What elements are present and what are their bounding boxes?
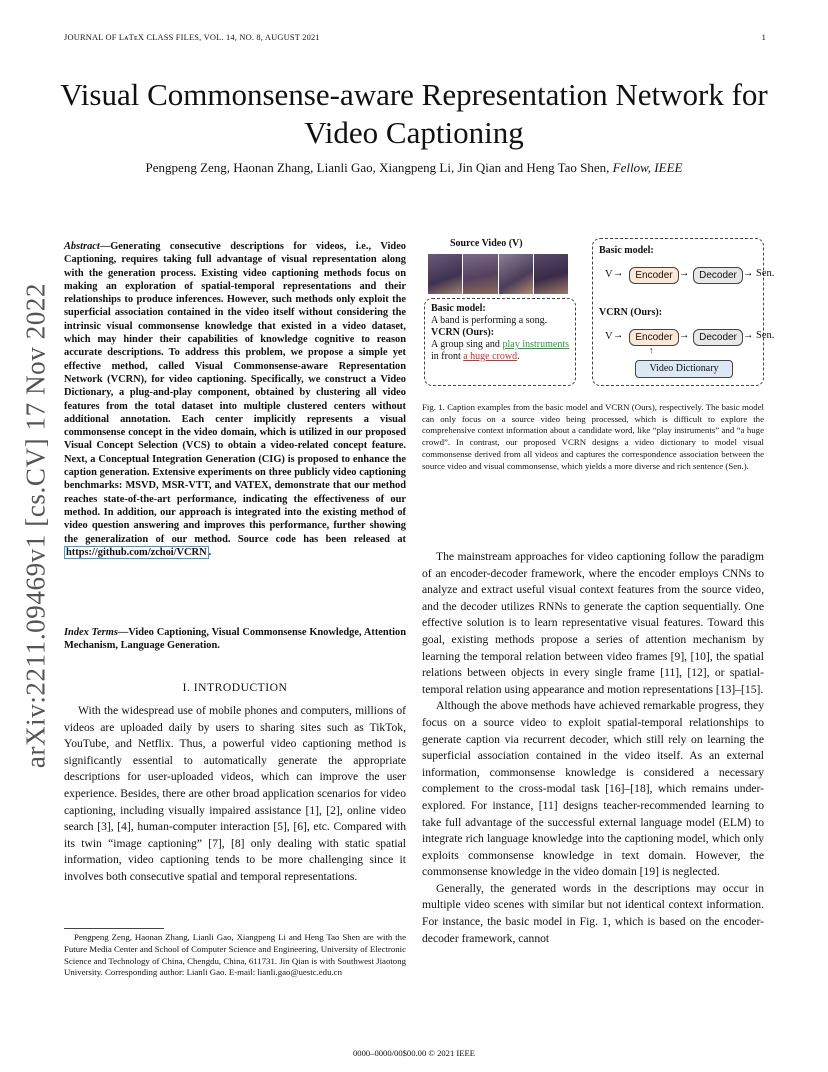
journal-name: JOURNAL OF LᴀTᴇX CLASS FILES, VOL. 14, NO. 8, AUGUST 2021 (64, 33, 320, 42)
basic-caption-label: Basic model: (431, 303, 486, 314)
basic-decoder: Decoder (693, 267, 743, 284)
figure-1 (420, 236, 775, 388)
intro-column (64, 703, 406, 886)
right-paragraph-1: The mainstream approaches for video captioning follow the paradigm of an encoder-decoder framework, where the encoder employs CNNs to analyze and extract useful visual context features from the source video, and the decoder utilizes RNNs to generate the caption sequentially. One effective solution is to learn representative visual features. Toward this goal, existing methods propose a series of attention mechanism by learning the temporal relation between video frames [9], [10], the spatial relations between objects in every single frame [11], [12], or spatial-temporal relation using appearance and motion representations [13]–[15]. (422, 550, 764, 696)
vcrn-caption-red: a huge crowd (463, 351, 518, 362)
footnote-rule (64, 928, 164, 929)
abstract-text: —Generating consecutive descriptions for videos, i.e., Video Captioning, requires taking full advantage of visual representation along with the generation process. Existing video captioning methods focus on making an exploration of spatial-temporal representations and their relationships to produce inferences. However, such methods only exploit the superficial association contained in the video itself without considering the intrinsic visual commonsense knowledge that existed in a video dataset, which may hinder their capabilities of knowledge cognitive to reason accurate descriptions. To address this problem, we propose a simple yet effective method, called Visual Commonsense-aware Representation Network (VCRN), for video captioning. Specifically, we construct a Video Dictionary, a plug-and-play component, obtained by clustering all video features from the total dataset into multiple clustered centers without additional annotation. Each center implicitly represents a visual commonsense concept in the video domain, which is utilized in our proposed Visual Concept Selection (VCS) to obtain a video-related concept feature. Next, a Conceptual Integration Generation (CIG) is proposed to enhance the caption generation. Extensive experiments on three publicly video captioning benchmarks: MSVD, MSR-VTT, and VATEX, demonstrate that our method reaches state-of-the-art performance, indicating the effectiveness of our method. In addition, our approach is integrated into the existing method of video question answering and improves this performance, further showing the generalization of our method. Source code has been released at (64, 241, 406, 545)
vcrn-caption-end: . (517, 351, 520, 362)
vcrn-model-label: VCRN (Ours): (599, 307, 663, 318)
footnote-text: Pengpeng Zeng, Haonan Zhang, Lianli Gao, Xiangpeng Li and Heng Tao Shen are with the Future Media Center and School of Computer Science and Engineering, University of Electronic Science and Technology of China, Chengdu, China, 611731. Jin Qian is with Southwest Jiaotong University. Corresponding author: Lianli Gao. E-mail: lianli.gao@uestc.edu.cn (64, 932, 406, 978)
index-terms-label: Index Terms (64, 627, 118, 638)
basic-sen: Sen. (756, 268, 775, 279)
vcrn-decoder: Decoder (693, 329, 743, 346)
video-frame-3 (499, 254, 533, 294)
arrow-up-icon: ↑ (649, 345, 654, 355)
running-header (64, 33, 766, 42)
vcrn-encoder: Encoder (629, 329, 679, 346)
vcrn-caption-pre: A group sing and (431, 339, 500, 350)
footnote (64, 932, 406, 979)
basic-model-label: Basic model: (599, 245, 654, 256)
paper-title: Visual Commonsense-aware Representation Network for Video Captioning (60, 77, 768, 150)
copyright: 0000–0000/00$00.00 © 2021 IEEE (352, 1048, 476, 1058)
vcrn-caption-mid: in front (431, 351, 461, 362)
author-names: Pengpeng Zeng, Haonan Zhang, Lianli Gao, Xiangpeng Li, Jin Qian and Heng Tao Shen, (145, 160, 610, 175)
arrow-icon: → (743, 330, 754, 341)
arrow-icon: → (679, 330, 690, 341)
abstract: Abstract—Generating consecutive descriptions for videos, i.e., Video Captioning, requires taking full advantage of visual representation along with the generation process. Existing video captioning methods focus on making an exploration of spatial-temporal representations and their relationships to produce inferences. However, such methods only exploit the superficial association contained in the video itself without considering the intrinsic visual commonsense knowledge that existed in a video dataset, which may hinder their capabilities of knowledge cognitive to reason accurate descriptions. To address this problem, we propose a simple yet effective method, called Visual Commonsense-aware Representation Network (VCRN), for video captioning. Specifically, we construct a Video Dictionary, a plug-and-play component, obtained by clustering all video features from the total dataset into multiple clustered centers without additional annotation. Each center implicitly represents a visual commonsense concept in the video domain, which is utilized in our proposed Visual Concept Selection (VCS) to obtain a video-related concept feature. Next, a Conceptual Integration Generation (CIG) is proposed to enhance the caption generation. Extensive experiments on three publicly video captioning benchmarks: MSVD, MSR-VTT, and VATEX, demonstrate that our method reaches state-of-the-art performance, indicating the effectiveness of our method. In addition, our approach is integrated into the existing method of video question answering and improves this performance, further showing the generalization of our method. Source code has been released at https://github.com/zchoi/VCRN . (64, 241, 406, 558)
arrow-icon: → (679, 268, 690, 279)
basic-v: V (605, 269, 613, 280)
vcrn-caption-green: play instruments (502, 339, 570, 350)
right-paragraph-3: Generally, the generated words in the descriptions may occur in multiple video scenes with similar but not identical context information. For instance, the basic model in Fig. 1, which is based on the encoder-decoder framework, cannot (422, 881, 764, 945)
source-code-link[interactable]: https://github.com/zchoi/VCRN (66, 546, 207, 558)
model-comparison-box (592, 238, 764, 386)
index-terms-text: —Video Captioning, Visual Commonsense Knowledge, Attention Mechanism, Language Generation. (64, 627, 406, 652)
video-frames (428, 254, 568, 294)
arrow-icon: → (613, 268, 624, 279)
section-title: I. INTRODUCTION (182, 681, 288, 694)
video-frame-4 (534, 254, 568, 294)
video-dictionary: Video Dictionary (635, 360, 733, 378)
source-video-label: Source Video (V) (450, 238, 523, 249)
author-fellow: Fellow, IEEE (612, 160, 683, 175)
right-column (422, 549, 764, 947)
caption-box (424, 298, 576, 386)
intro-paragraph: With the widespread use of mobile phones and computers, millions of videos are uploaded daily by users to sharing sites such as TikTok, YouTube, and Netflix. Thus, a powerful video captioning method is significantly essential to automatically generate the appropriate descriptions for user-uploaded videos, which can improve the user experience. Besides, there are other broad application scenarios for video captioning, including visually impaired assistance [1], [2], online video search [3], [4], human-computer interaction [5], [6], etc. Compared with its twin “image captioning” [7], [8] only dealing with static spatial information, video captioning tends to be more challenging since it involves both consecutive spatial and temporal representations. (64, 704, 406, 883)
abstract-label: Abstract (64, 241, 100, 252)
right-paragraph-2: Although the above methods have achieved remarkable progress, they focus on a source video to exploit spatial-temporal relationships to generate caption via recurrent decoder, which still rely on learning the superficial association contained in the video itself. As an external information, commonsense knowledge is considered a necessary complement to the cross-modal task [16]–[18], which remains under-explored. For instance, [11] designs teacher-recommended learning to take full advantage of the successful external language model (ELM) to integrate rich language knowledge into the captioning model, which only exploits commonsense knowledge in text domain. However, the commonsense knowledge in the video domain [19] is neglected. (422, 699, 764, 879)
page-number: 1 (761, 33, 766, 42)
arrow-icon: → (743, 268, 754, 279)
arxiv-watermark: arXiv:2211.09469v1 [cs.CV] 17 Nov 2022 (20, 282, 51, 769)
basic-encoder: Encoder (629, 267, 679, 284)
video-frame-1 (428, 254, 462, 294)
video-frame-2 (463, 254, 497, 294)
vcrn-caption-label: VCRN (Ours): (431, 327, 495, 338)
author-list (60, 160, 768, 176)
vcrn-sen: Sen. (756, 330, 775, 341)
basic-caption: A band is performing a song. (431, 315, 548, 326)
figure-caption: Fig. 1. Caption examples from the basic model and VCRN (Ours), respectively. The basic model can only focus on a source video being processed, which is difficult to explore the comprehensive context information about a candidate word, like “play instruments” and “a huge crowd”. In contrast, our proposed VCRN designs a video dictionary to model visual commonsense derived from all videos and captures the correspondence association between the source video and visual commonsense, which yields a more diverse and rich sentence (Sen.). (422, 402, 764, 471)
arrow-icon: → (613, 330, 624, 341)
vcrn-v: V (605, 331, 613, 342)
index-terms (64, 626, 406, 653)
